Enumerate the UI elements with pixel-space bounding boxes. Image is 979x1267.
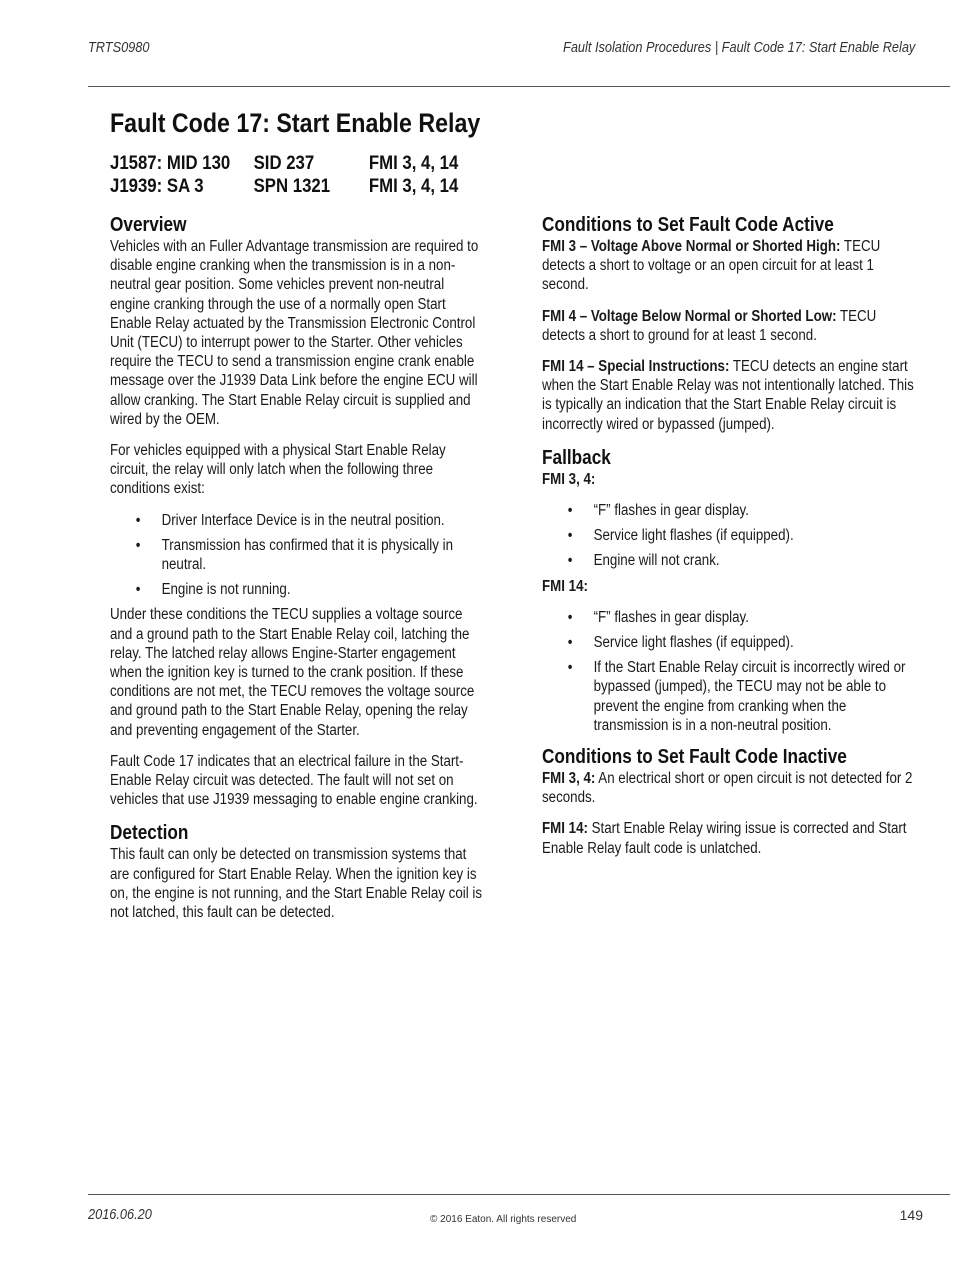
overview-paragraph: Under these conditions the TECU supplies a voltage source and a ground path to the Start Enable Relay coil, latching the relay. The latched relay allows Engine-Starter engagement when the ignition key is turned to the crank position. If these conditions are not met, the TECU removes the voltage source and ground path to the Start Enable Relay, opening the relay and preventing engagement of the Starter. bbox=[110, 606, 475, 739]
list-item: • Transmission has confirmed that it is physically in neutral. bbox=[135, 536, 453, 574]
fallback-fmi34-list bbox=[542, 501, 919, 571]
header-divider bbox=[88, 86, 950, 87]
j1587-code-row bbox=[110, 152, 458, 175]
fallback-heading: Fallback bbox=[542, 446, 611, 469]
left-column bbox=[110, 213, 485, 934]
active-condition: FMI 4 – Voltage Below Normal or Shorted Low: TECU detects a short to ground for at least 1 second. bbox=[542, 307, 877, 344]
list-item: • “F” flashes in gear display. bbox=[567, 608, 749, 626]
detection-heading: Detection bbox=[110, 822, 189, 845]
active-condition: FMI 14 – Special Instructions: TECU detects an engine start when the Start Enable Relay was not intentionally latched. This is typically an indication that the Start Enable Relay circuit is incorrectly wired or bypassed (jumped). bbox=[542, 358, 914, 433]
revision-date: 2016.06.20 bbox=[88, 1207, 152, 1223]
bullet-icon: • bbox=[567, 527, 573, 545]
overview-paragraph: Fault Code 17 indicates that an electrical failure in the Start-Enable Relay circuit was detected. The fault will not set on vehicles that use J1939 messaging to enable engine cranking. bbox=[110, 752, 478, 809]
bullet-icon: • bbox=[567, 552, 573, 570]
bullet-icon: • bbox=[135, 536, 141, 554]
fallback-fmi14-list bbox=[542, 608, 919, 735]
bullet-icon: • bbox=[135, 511, 141, 529]
right-column bbox=[542, 213, 919, 870]
list-item: • Service light flashes (if equipped). bbox=[567, 527, 794, 545]
fallback-fmi-label: FMI 14: bbox=[542, 577, 588, 595]
bullet-icon: • bbox=[135, 581, 141, 599]
fallback-fmi-label: FMI 3, 4: bbox=[542, 470, 596, 488]
bullet-icon: • bbox=[567, 502, 573, 520]
inactive-condition: FMI 3, 4: An electrical short or open circuit is not detected for 2 seconds. bbox=[542, 770, 913, 807]
fault-code-table bbox=[110, 152, 458, 198]
list-item: • Service light flashes (if equipped). bbox=[567, 634, 794, 652]
overview-paragraph: For vehicles equipped with a physical Start Enable Relay circuit, the relay will only latch when the following three conditions exist: bbox=[110, 442, 446, 498]
fmi-list: FMI 3, 4, 14 bbox=[368, 152, 459, 174]
footer-divider bbox=[88, 1194, 950, 1195]
protocol-id: J1939: SA 3 bbox=[110, 175, 204, 197]
protocol-id: J1587: MID 130 bbox=[110, 152, 231, 174]
bullet-icon: • bbox=[567, 634, 573, 652]
list-item: • Engine will not crank. bbox=[567, 552, 720, 570]
inactive-conditions-heading: Conditions to Set Fault Code Inactive bbox=[542, 746, 847, 769]
list-item: • “F” flashes in gear display. bbox=[567, 502, 749, 520]
overview-heading: Overview bbox=[110, 214, 187, 236]
overview-paragraph: Vehicles with an Fuller Advantage transmission are required to disable engine cranking when the transmission is in a non-neutral gear position. Some vehicles prevent non-neutral engine cranking through the use of a normally open Start Enable Relay actuated by the Transmission Electronic Control Unit (TECU) to interrupt power to the Starter. Other vehicles require the TECU to send a transmission engine crank enable message over the J1939 Data Link before the engine ECU will allow cranking. The Start Enable Relay circuit is supplied and wired by the OEM. bbox=[110, 238, 479, 428]
bullet-icon: • bbox=[567, 608, 573, 626]
bullet-icon: • bbox=[567, 659, 573, 677]
copyright-notice: © 2016 Eaton. All rights reserved bbox=[430, 1214, 577, 1225]
j1939-code-row bbox=[110, 175, 458, 198]
running-header: Fault Isolation Procedures | Fault Code 17: Start Enable Relay bbox=[562, 40, 915, 56]
list-item: • If the Start Enable Relay circuit is incorrectly wired or bypassed (jumped), the TECU may not be able to prevent the engine from cranking when the transmission is in a non-neutral position. bbox=[567, 659, 906, 734]
page-number: 149 bbox=[899, 1207, 923, 1223]
latch-conditions-list bbox=[110, 511, 485, 600]
list-item: • Driver Interface Device is in the neutral position. bbox=[135, 511, 445, 529]
list-item: • Engine is not running. bbox=[135, 581, 291, 599]
page-title: Fault Code 17: Start Enable Relay bbox=[110, 108, 481, 138]
active-condition: FMI 3 – Voltage Above Normal or Shorted High: TECU detects a short to voltage or an open circuit for at least 1 second. bbox=[542, 238, 881, 294]
parameter-id: SPN 1321 bbox=[253, 175, 331, 197]
active-conditions-heading: Conditions to Set Fault Code Active bbox=[542, 214, 834, 236]
parameter-id: SID 237 bbox=[253, 152, 315, 174]
document-id: TRTS0980 bbox=[88, 40, 150, 56]
detection-paragraph: This fault can only be detected on transmission systems that are configured for Start Enable Relay. When the ignition key is on, the engine is not running, and the Start Enable Relay coil is not latched, this fault can be detected. bbox=[110, 846, 483, 922]
inactive-condition: FMI 14: Start Enable Relay wiring issue is corrected and Start Enable Relay fault code is unlatched. bbox=[542, 820, 907, 857]
fmi-list: FMI 3, 4, 14 bbox=[368, 175, 459, 197]
